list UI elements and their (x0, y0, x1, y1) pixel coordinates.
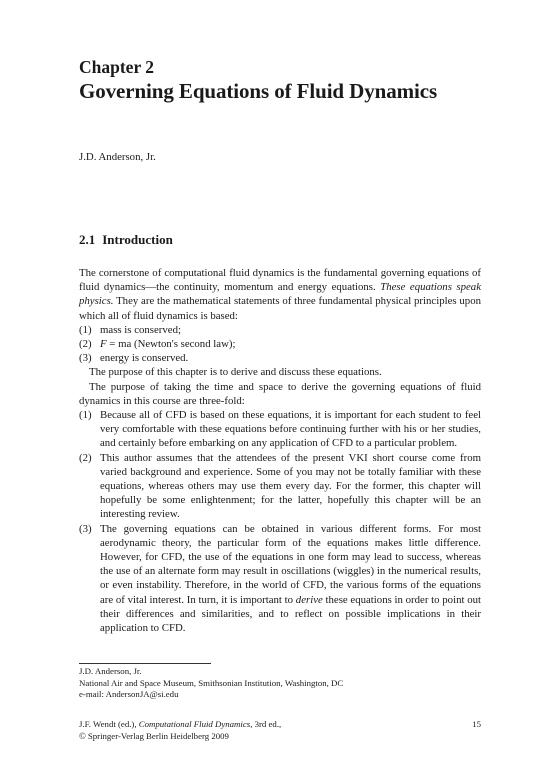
list-marker: (1) (79, 409, 92, 422)
copyright-line (79, 731, 229, 743)
page-number: 15 (472, 719, 481, 729)
list-item (79, 408, 481, 451)
list-marker: (2) (79, 338, 92, 351)
list-text: energy is conserved. (100, 352, 189, 365)
citation-edition: , 3rd ed., (250, 719, 282, 729)
purpose-paragraph: The purpose of this chapter is to derive and discuss these equations. (89, 366, 382, 379)
citation-line (79, 719, 281, 731)
list-text: This author assumes that the attendees of the present VKI short course come from varied background and experience. Some of you may not be totally familiar with these equations, whereas others may use them every day. For the former, this chapter will hopefully be some enlightenment; for the latter, hopefully this chapter will be an interesting review. (100, 451, 481, 521)
footnote-email: e-mail: AndersonJA@si.edu (79, 689, 179, 700)
threefold-paragraph: The purpose of taking the time and space to derive the governing equations of fluid dynamics in this course are three-fold: (79, 380, 481, 407)
list-text: The governing equations can be obtained in various different forms. For most aerodynamic theory, the particular form of the equations makes little difference. However, for CFD, the use of the equations in one form may lead to success, whereas the use of an alternate form may result in oscillations (wiggles) in the numerical results, or even instability. Therefore, in the world of CFD, the various forms of the equations are of vital interest. In turn, it is important to (100, 522, 481, 606)
force-variable: F (100, 338, 107, 351)
principles-list (79, 323, 481, 366)
list-item (79, 351, 481, 365)
list-text: mass is conserved; (100, 323, 181, 336)
intro-body (79, 266, 481, 635)
derive-emphasis: derive (295, 593, 323, 606)
copyright-icon: © (79, 731, 86, 741)
reasons-list (79, 408, 481, 635)
intro-paragraph-text-cont: They are the mathematical statements of three fundamental physical principles upon which all of fluid dynamics is based: (79, 295, 481, 322)
copyright-publisher: Springer-Verlag Berlin Heidelberg 2009 (87, 731, 229, 741)
intro-paragraph-emphasis: These equations speak physics. (79, 281, 481, 308)
section-title: Introduction (102, 232, 173, 247)
section-heading (79, 232, 173, 248)
list-text: Because all of CFD is based on these equations, it is important for each student to feel very comfortable with these equations before continuing further with his or her studies, and certainly before embarking on any application of CFD to a particular problem. (100, 409, 481, 450)
author-footnote (79, 666, 343, 701)
list-marker: (2) (79, 451, 92, 464)
list-item (79, 337, 481, 351)
footnote-author: J.D. Anderson, Jr. (79, 666, 142, 676)
list-item (79, 451, 481, 522)
list-marker: (3) (79, 352, 92, 365)
chapter-author: J.D. Anderson, Jr. (79, 151, 156, 163)
chapter-label: Chapter 2 (79, 57, 155, 77)
intro-paragraph-text: The cornerstone of computational fluid dynamics is the fundamental governing equations of fluid dynamics—the continuity, momentum and energy equations. (79, 267, 481, 294)
citation-editor: J.F. Wendt (ed.), (79, 719, 139, 729)
list-item (79, 522, 481, 636)
footnote-divider (79, 663, 211, 664)
list-text: = ma (Newton's second law); (106, 338, 236, 351)
intro-paragraph (79, 266, 481, 323)
list-item (79, 323, 481, 337)
chapter-title: Governing Equations of Fluid Dynamics (79, 79, 438, 103)
list-text-cont: these equations in order to point out their differences and similarities, and to reflect on possible implications in their application to CFD. (100, 593, 482, 635)
list-marker: (3) (79, 522, 92, 535)
list-marker: (1) (79, 323, 92, 336)
footnote-affiliation: National Air and Space Museum, Smithsonian Institution, Washington, DC (79, 677, 344, 688)
citation-book-title: Computational Fluid Dynamics (138, 719, 251, 729)
section-number: 2.1 (79, 232, 96, 247)
